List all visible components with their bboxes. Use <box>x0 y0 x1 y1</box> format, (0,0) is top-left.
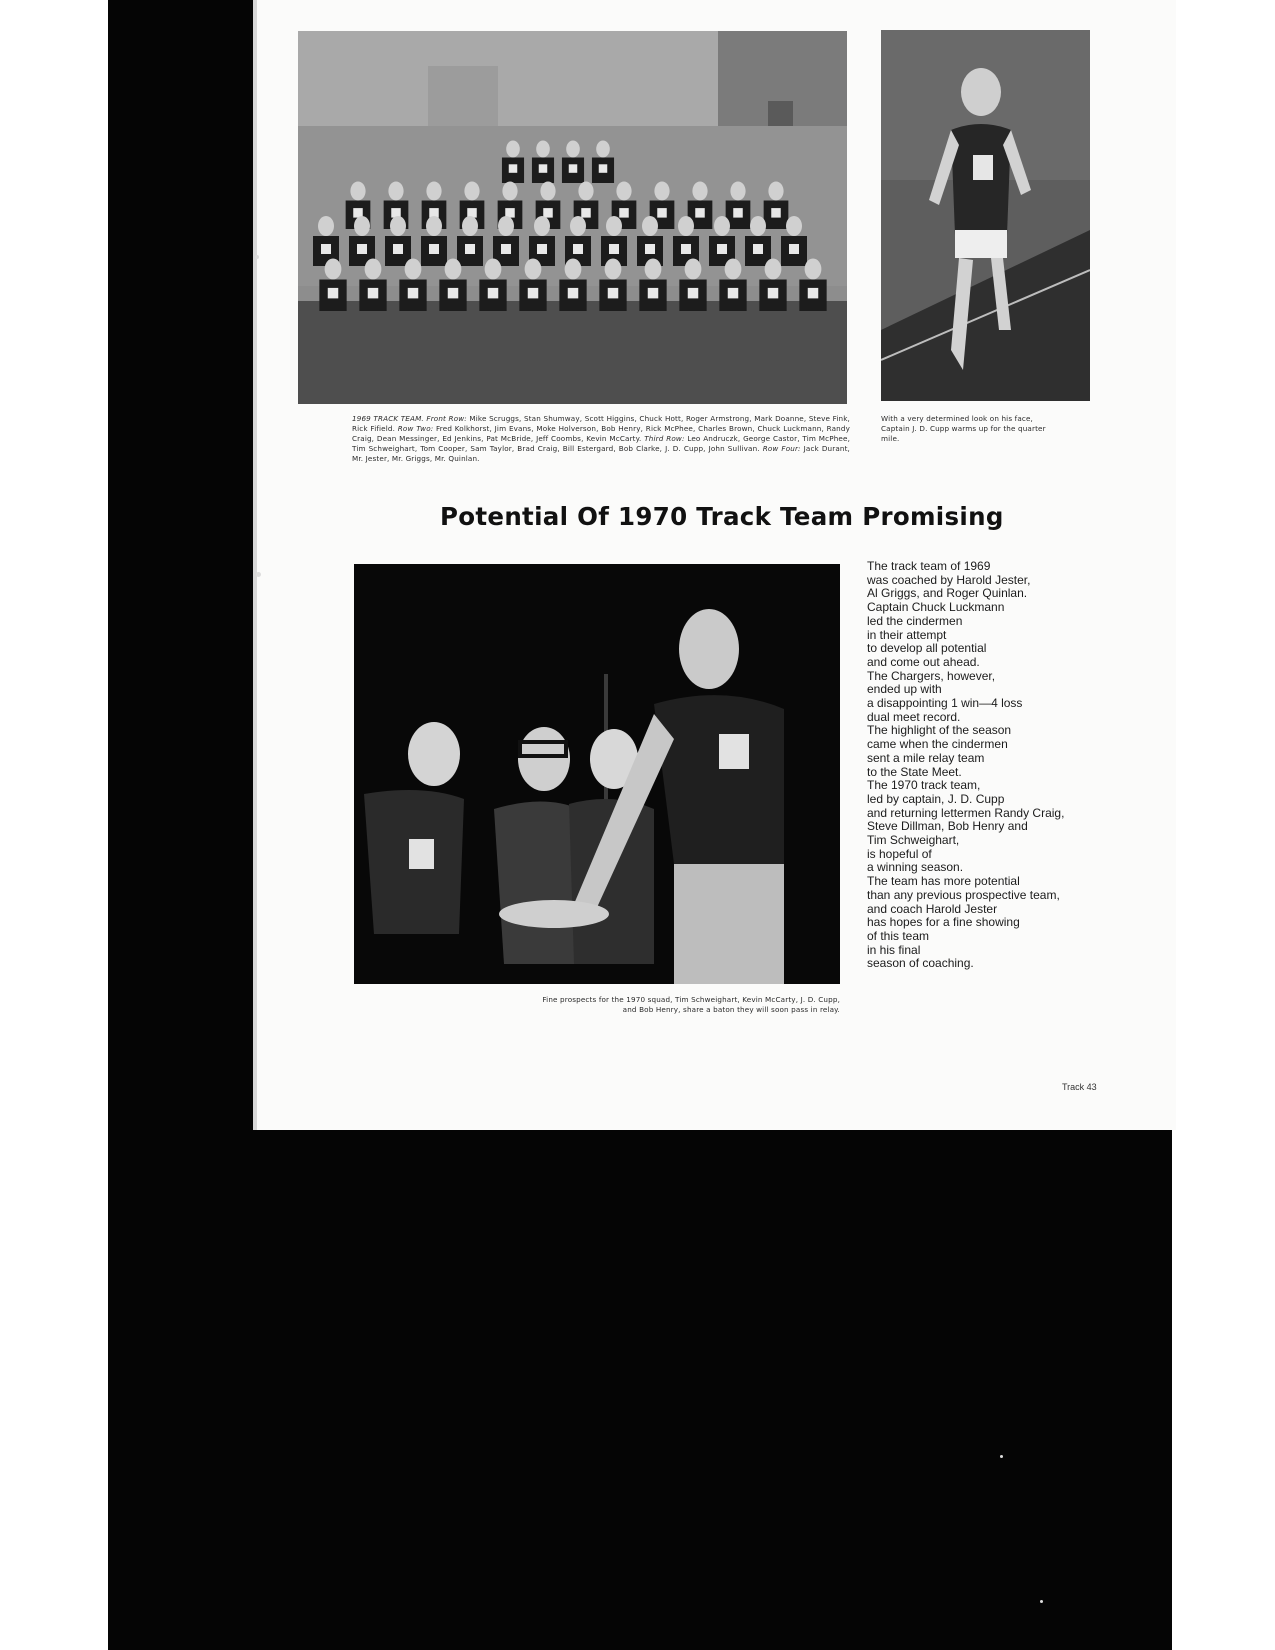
article-line: and returning lettermen Randy Craig, <box>867 805 1065 820</box>
page-headline: Potential Of 1970 Track Team Promising <box>440 502 1004 531</box>
relay-photo <box>354 564 840 984</box>
article-line: The team has more potential <box>867 874 1020 889</box>
article-line: and coach Harold Jester <box>867 901 998 916</box>
article-line: Al Griggs, and Roger Quinlan. <box>867 586 1028 601</box>
article-line: sent a mile relay team <box>867 750 985 765</box>
caption-row-names: Mike Scruggs, Stan Shumway, Scott Higgins, Chuck Hott, Roger Armstrong, Mark Doanne, Steve Fink, Rick Fifield. <box>352 414 850 433</box>
scan-speck <box>1000 1455 1003 1458</box>
article-line: to the State Meet. <box>867 764 962 779</box>
caption-row-label: Front Row: <box>426 414 467 423</box>
caption-row-label: Third Row: <box>644 433 685 443</box>
caption-row-names: Fred Kolkhorst, Jim Evans, Moke Holverson, Bob Henry, Rick McPhee, Charles Brown, Chuck Luckmann, Randy Craig, Dean Messinger, Ed Jenkins, Pat McBride, Jeff Coombs, Kevin McCarty. <box>352 423 851 443</box>
article-line: a winning season. <box>867 860 964 875</box>
article-line: a disappointing 1 win—4 loss <box>867 696 1023 711</box>
article-line: to develop all potential <box>867 641 987 656</box>
caption-row-names: Jack Durant, Mr. Jester, Mr. Griggs, Mr. Quinlan. <box>352 443 850 463</box>
article-line: in his final <box>867 942 921 957</box>
article-line: led by captain, J. D. Cupp <box>867 791 1005 806</box>
article-line: season of coaching. <box>867 956 974 971</box>
article-line: than any previous prospective team, <box>867 887 1060 902</box>
team-photo <box>298 31 847 404</box>
article-line: is hopeful of <box>867 846 932 861</box>
page-folio: Track 43 <box>1062 1082 1097 1092</box>
caption-lead: 1969 TRACK TEAM. <box>352 414 424 423</box>
caption-row-names: Leo Andruczk, George Castor, Tim McPhee, Tim Schweighart, Tom Cooper, Sam Taylor, Brad Craig, Bill Estergard, Bob Clarke, J. D. Cupp, John Sullivan. <box>352 433 851 453</box>
article-line: The highlight of the season <box>867 723 1012 738</box>
article-line: in their attempt <box>867 627 947 642</box>
article-line: Captain Chuck Luckmann <box>867 600 1005 615</box>
article-line: of this team <box>867 928 930 943</box>
article-line: The 1970 track team, <box>867 778 981 793</box>
captain-photo-caption: With a very determined look on his face, Captain J. D. Cupp warms up for the quarter mile. <box>881 414 1046 443</box>
scan-speck <box>256 572 261 577</box>
scan-speck <box>1040 1600 1043 1603</box>
scan-speck <box>255 255 259 259</box>
article-body <box>867 560 1107 971</box>
team-photo-caption <box>352 414 850 464</box>
relay-photo-caption: Fine prospects for the 1970 squad, Tim Schweighart, Kevin McCarty, J. D. Cupp, and Bob Henry, share a baton they will soon pass in relay. <box>542 995 840 1014</box>
article-line: was coached by Harold Jester, <box>867 572 1031 587</box>
caption-row-label: Row Two: <box>397 423 434 433</box>
article-line: Tim Schweighart, <box>867 833 960 848</box>
article-line: came when the cindermen <box>867 737 1008 752</box>
article-line: ended up with <box>867 682 942 697</box>
captain-photo <box>881 30 1090 401</box>
article-line: has hopes for a fine showing <box>867 915 1020 930</box>
article-line: Steve Dillman, Bob Henry and <box>867 819 1028 834</box>
article-line: The Chargers, however, <box>867 668 996 683</box>
caption-row-label: Row Four: <box>762 443 801 453</box>
article-line: The track team of 1969 <box>867 559 991 573</box>
article-line: and come out ahead. <box>867 654 980 669</box>
article-line: led the cindermen <box>867 613 963 628</box>
article-line: dual meet record. <box>867 709 961 724</box>
